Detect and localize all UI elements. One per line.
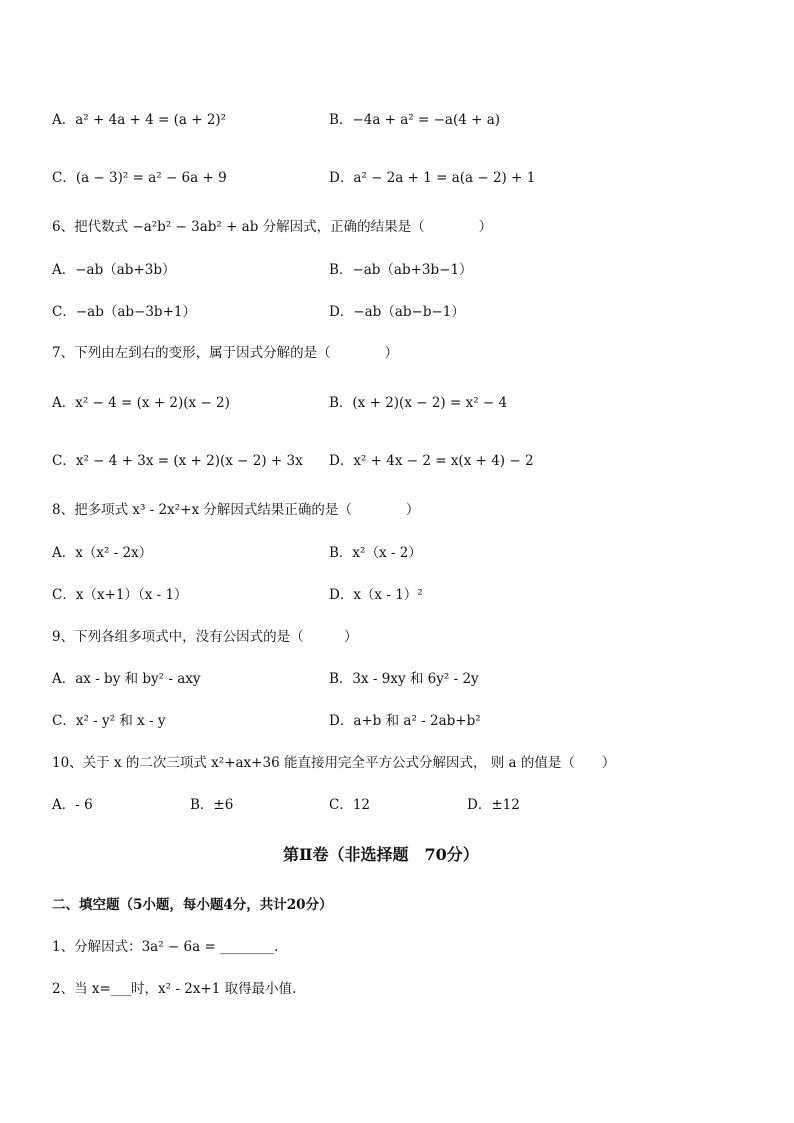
q9-option-d[interactable]: D．a+b 和 a² - 2ab+b²: [329, 713, 481, 729]
q6-option-d[interactable]: D．−ab（ab−b−1）: [329, 304, 465, 320]
q9-stem: 9、下列各组多项式中，没有公因式的是（ ）: [52, 629, 358, 645]
q7-option-d[interactable]: D．x² + 4x − 2 = x(x + 4) − 2: [329, 453, 534, 469]
q6-stem: 6、把代数式 −a²b² − 3ab² + ab 分解因式，正确的结果是（ ）: [52, 219, 493, 235]
q5-option-a[interactable]: A．a² + 4a + 4 = (a + 2)²: [52, 112, 227, 128]
q10-option-c[interactable]: C．12: [329, 797, 371, 813]
fill-question-2: 2、当 x=___时，x² - 2x+1 取得最小值.: [52, 981, 297, 997]
q5-option-b[interactable]: B．−4a + a² = −a(4 + a): [329, 112, 501, 128]
q8-stem: 8、把多项式 x³ - 2x²+x 分解因式结果正确的是（ ）: [52, 502, 420, 518]
q10-option-b[interactable]: B．±6: [190, 797, 234, 813]
q5-option-d[interactable]: D．a² − 2a + 1 = a(a − 2) + 1: [329, 170, 536, 186]
q8-option-c[interactable]: C．x（x+1）（x - 1）: [52, 587, 188, 603]
q9-option-b[interactable]: B．3x - 9xy 和 6y² - 2y: [329, 671, 479, 687]
q7-option-c[interactable]: C．x² − 4 + 3x = (x + 2)(x − 2) + 3x: [52, 453, 303, 469]
q10-option-a[interactable]: A．- 6: [52, 797, 93, 813]
section2-title: 二、填空题（5小题，每小题4分，共计20分）: [52, 897, 333, 913]
q10-option-d[interactable]: D．±12: [467, 797, 520, 813]
q6-option-c[interactable]: C．−ab（ab−3b+1）: [52, 304, 196, 320]
q7-option-b[interactable]: B．(x + 2)(x − 2) = x² − 4: [329, 395, 508, 411]
part2-title: 第Ⅱ卷（非选择题 70分）: [283, 845, 479, 864]
q10-stem: 10、关于 x 的二次三项式 x²+ax+36 能直接用完全平方公式分解因式， 则 a 的值是（ ）: [52, 755, 616, 771]
q8-option-d[interactable]: D．x（x - 1）²: [329, 587, 423, 603]
q7-stem: 7、下列由左到右的变形，属于因式分解的是（ ）: [52, 345, 399, 361]
q8-option-a[interactable]: A．x（x² - 2x）: [52, 545, 153, 561]
fill-question-1: 1、分解因式：3a² − 6a = ________.: [52, 939, 279, 955]
q8-option-b[interactable]: B．x²（x - 2）: [329, 545, 422, 561]
q6-option-b[interactable]: B．−ab（ab+3b−1）: [329, 262, 473, 278]
q6-option-a[interactable]: A．−ab（ab+3b）: [52, 262, 176, 278]
q9-option-c[interactable]: C．x² - y² 和 x - y: [52, 713, 166, 729]
q7-option-a[interactable]: A．x² − 4 = (x + 2)(x − 2): [52, 395, 230, 411]
q9-option-a[interactable]: A．ax - by 和 by² - axy: [52, 671, 201, 687]
q5-option-c[interactable]: C．(a − 3)² = a² − 6a + 9: [52, 170, 227, 186]
